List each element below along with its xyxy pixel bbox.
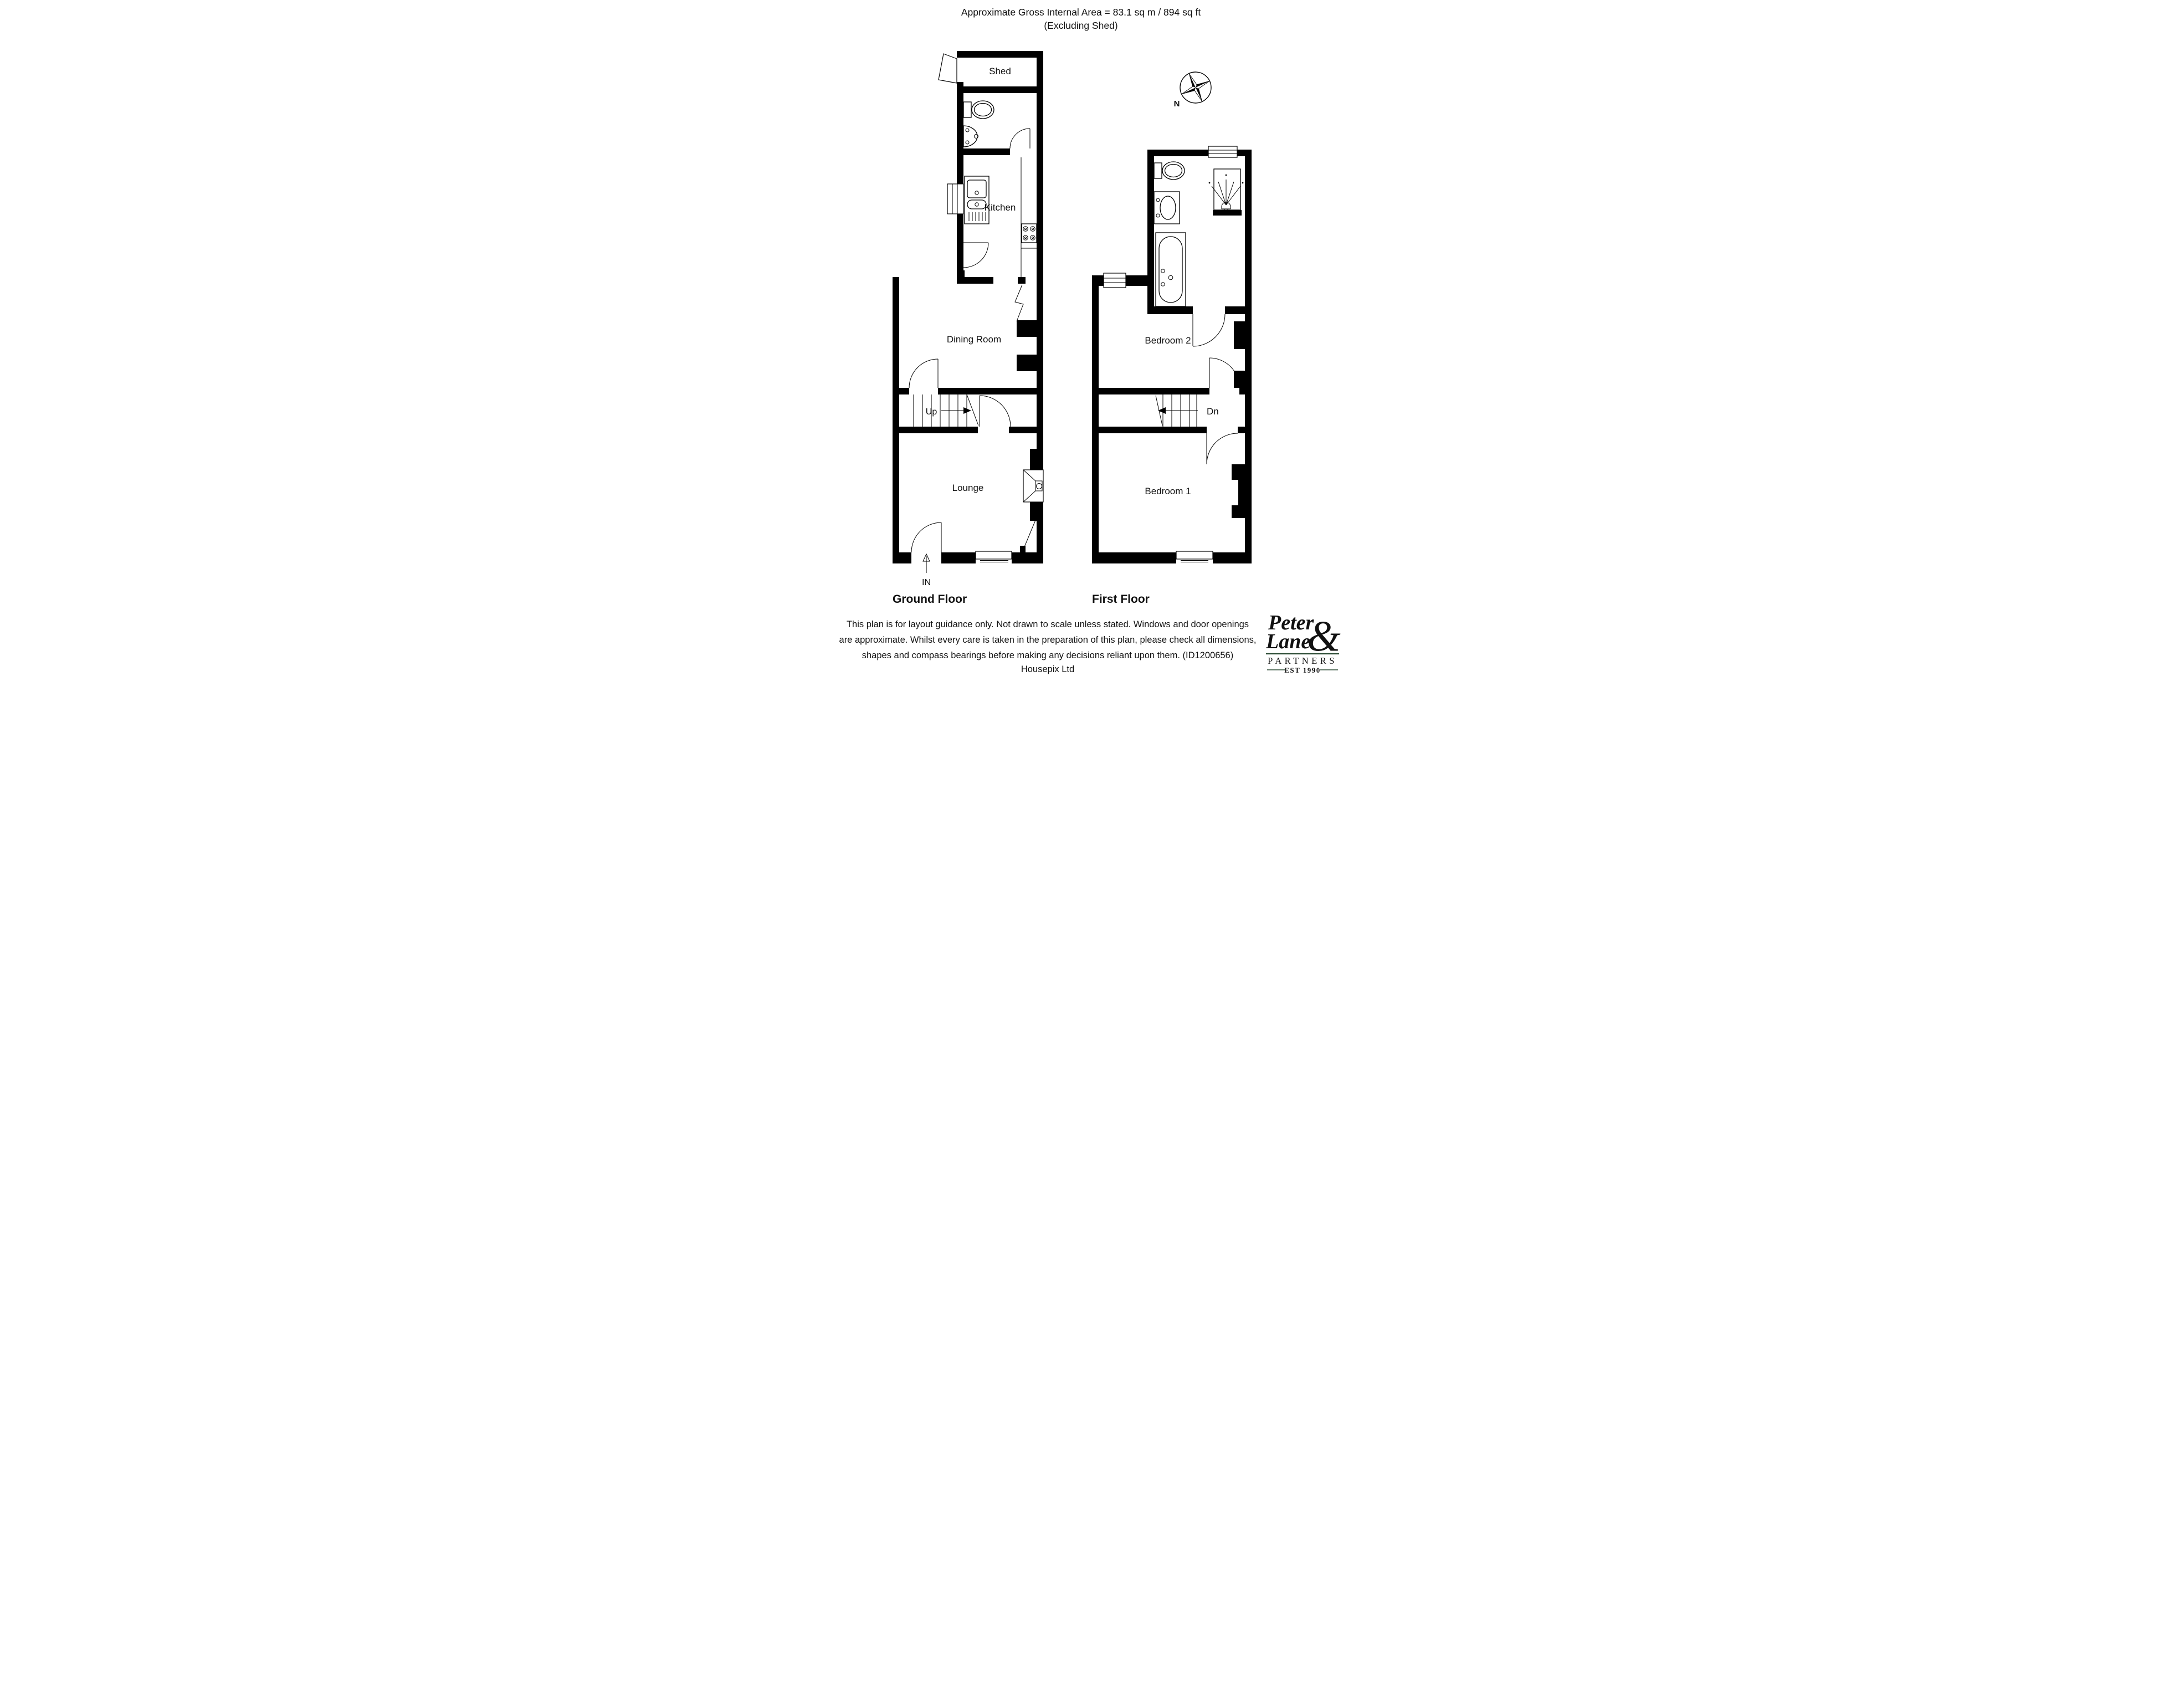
bathroom-window bbox=[1208, 146, 1237, 157]
room-label-shed: Shed bbox=[989, 66, 1011, 76]
room-label-dining: Dining Room bbox=[946, 334, 1002, 345]
compass-rose bbox=[1174, 72, 1211, 109]
stairs-down bbox=[1156, 394, 1219, 427]
logo-name-top: Peter bbox=[1268, 611, 1314, 634]
bathroom-sink-icon bbox=[1154, 192, 1180, 224]
floorplan-drawing bbox=[655, 0, 1529, 674]
wc-toilet-icon bbox=[963, 101, 994, 119]
logo-ampersand: & bbox=[1307, 612, 1341, 660]
kitchen-hob-icon bbox=[1022, 224, 1037, 243]
lounge-fireplace-icon bbox=[1023, 470, 1043, 502]
entrance-door-arc bbox=[911, 522, 941, 552]
first-floor-caption: First Floor bbox=[1092, 593, 1150, 606]
disclaimer-line1: This plan is for layout guidance only. Not drawn to scale unless stated. Windows and door openings bbox=[846, 619, 1249, 629]
kitchen-sink-unit-icon bbox=[965, 176, 989, 224]
floorplan-page bbox=[655, 0, 1529, 674]
lounge-bay-window bbox=[976, 551, 1012, 562]
up-arrow-head bbox=[963, 407, 971, 414]
room-label-bedroom2: Bedroom 2 bbox=[1145, 335, 1191, 346]
bedroom1-chimney-recess bbox=[1232, 480, 1238, 505]
compass-north-label: N bbox=[1173, 99, 1180, 109]
shed-door-flap bbox=[939, 54, 957, 83]
kitchen-counter bbox=[1021, 157, 1037, 277]
bathtub-icon bbox=[1156, 233, 1186, 306]
title-block bbox=[961, 7, 1201, 31]
disclaimer-line3: shapes and compass bearings before making any decisions reliant upon them. (ID1200656) bbox=[862, 650, 1234, 660]
stairs-up bbox=[914, 394, 978, 427]
entrance-label: IN bbox=[922, 578, 931, 587]
shower-icon bbox=[1209, 169, 1244, 211]
ground-floor-caption: Ground Floor bbox=[893, 593, 967, 606]
stairs-down-label: Dn bbox=[1207, 406, 1219, 417]
wc-door-arc bbox=[1010, 129, 1030, 148]
dining-opening-zigzag bbox=[1015, 285, 1023, 321]
ground-floor-plan bbox=[893, 51, 1043, 606]
lobby-door-arc bbox=[980, 396, 1011, 427]
dining-door-arc bbox=[909, 359, 938, 388]
disclaimer-line2: are approximate. Whilst every care is taken in the preparation of this plan, please check all dimensions, bbox=[839, 635, 1257, 645]
entrance-arrow bbox=[922, 554, 931, 587]
first-floor-plan bbox=[1092, 146, 1252, 606]
kitchen-window bbox=[947, 184, 963, 214]
bathroom-toilet-icon bbox=[1154, 162, 1185, 180]
dn-arrow-head bbox=[1158, 407, 1166, 414]
agency-logo bbox=[1265, 611, 1341, 674]
disclaimer-block bbox=[839, 619, 1257, 674]
stairs-up-label: Up bbox=[925, 407, 937, 417]
ff-walls bbox=[1092, 150, 1252, 563]
bedroom2-window bbox=[1104, 273, 1126, 288]
room-label-bedroom1: Bedroom 1 bbox=[1145, 486, 1191, 496]
logo-established: EST 1990 bbox=[1284, 666, 1321, 674]
bedroom1-door-arc bbox=[1207, 433, 1238, 464]
kitchen-door-arc bbox=[963, 243, 988, 268]
lounge-opening-zigzag bbox=[1024, 517, 1037, 547]
title-line1: Approximate Gross Internal Area = 83.1 sq m / 894 sq ft bbox=[961, 7, 1201, 18]
room-label-lounge: Lounge bbox=[952, 483, 984, 493]
title-line2: (Excluding Shed) bbox=[1044, 20, 1118, 31]
bedroom1-window bbox=[1176, 551, 1213, 562]
logo-partners: PARTNERS bbox=[1268, 655, 1337, 666]
disclaimer-line4: Housepix Ltd bbox=[1021, 664, 1075, 674]
wc-sink-icon bbox=[963, 126, 978, 147]
room-label-kitchen: Kitchen bbox=[984, 202, 1016, 213]
bathroom-door-arc bbox=[1193, 314, 1225, 346]
logo-name-bottom: Lane bbox=[1266, 630, 1311, 653]
